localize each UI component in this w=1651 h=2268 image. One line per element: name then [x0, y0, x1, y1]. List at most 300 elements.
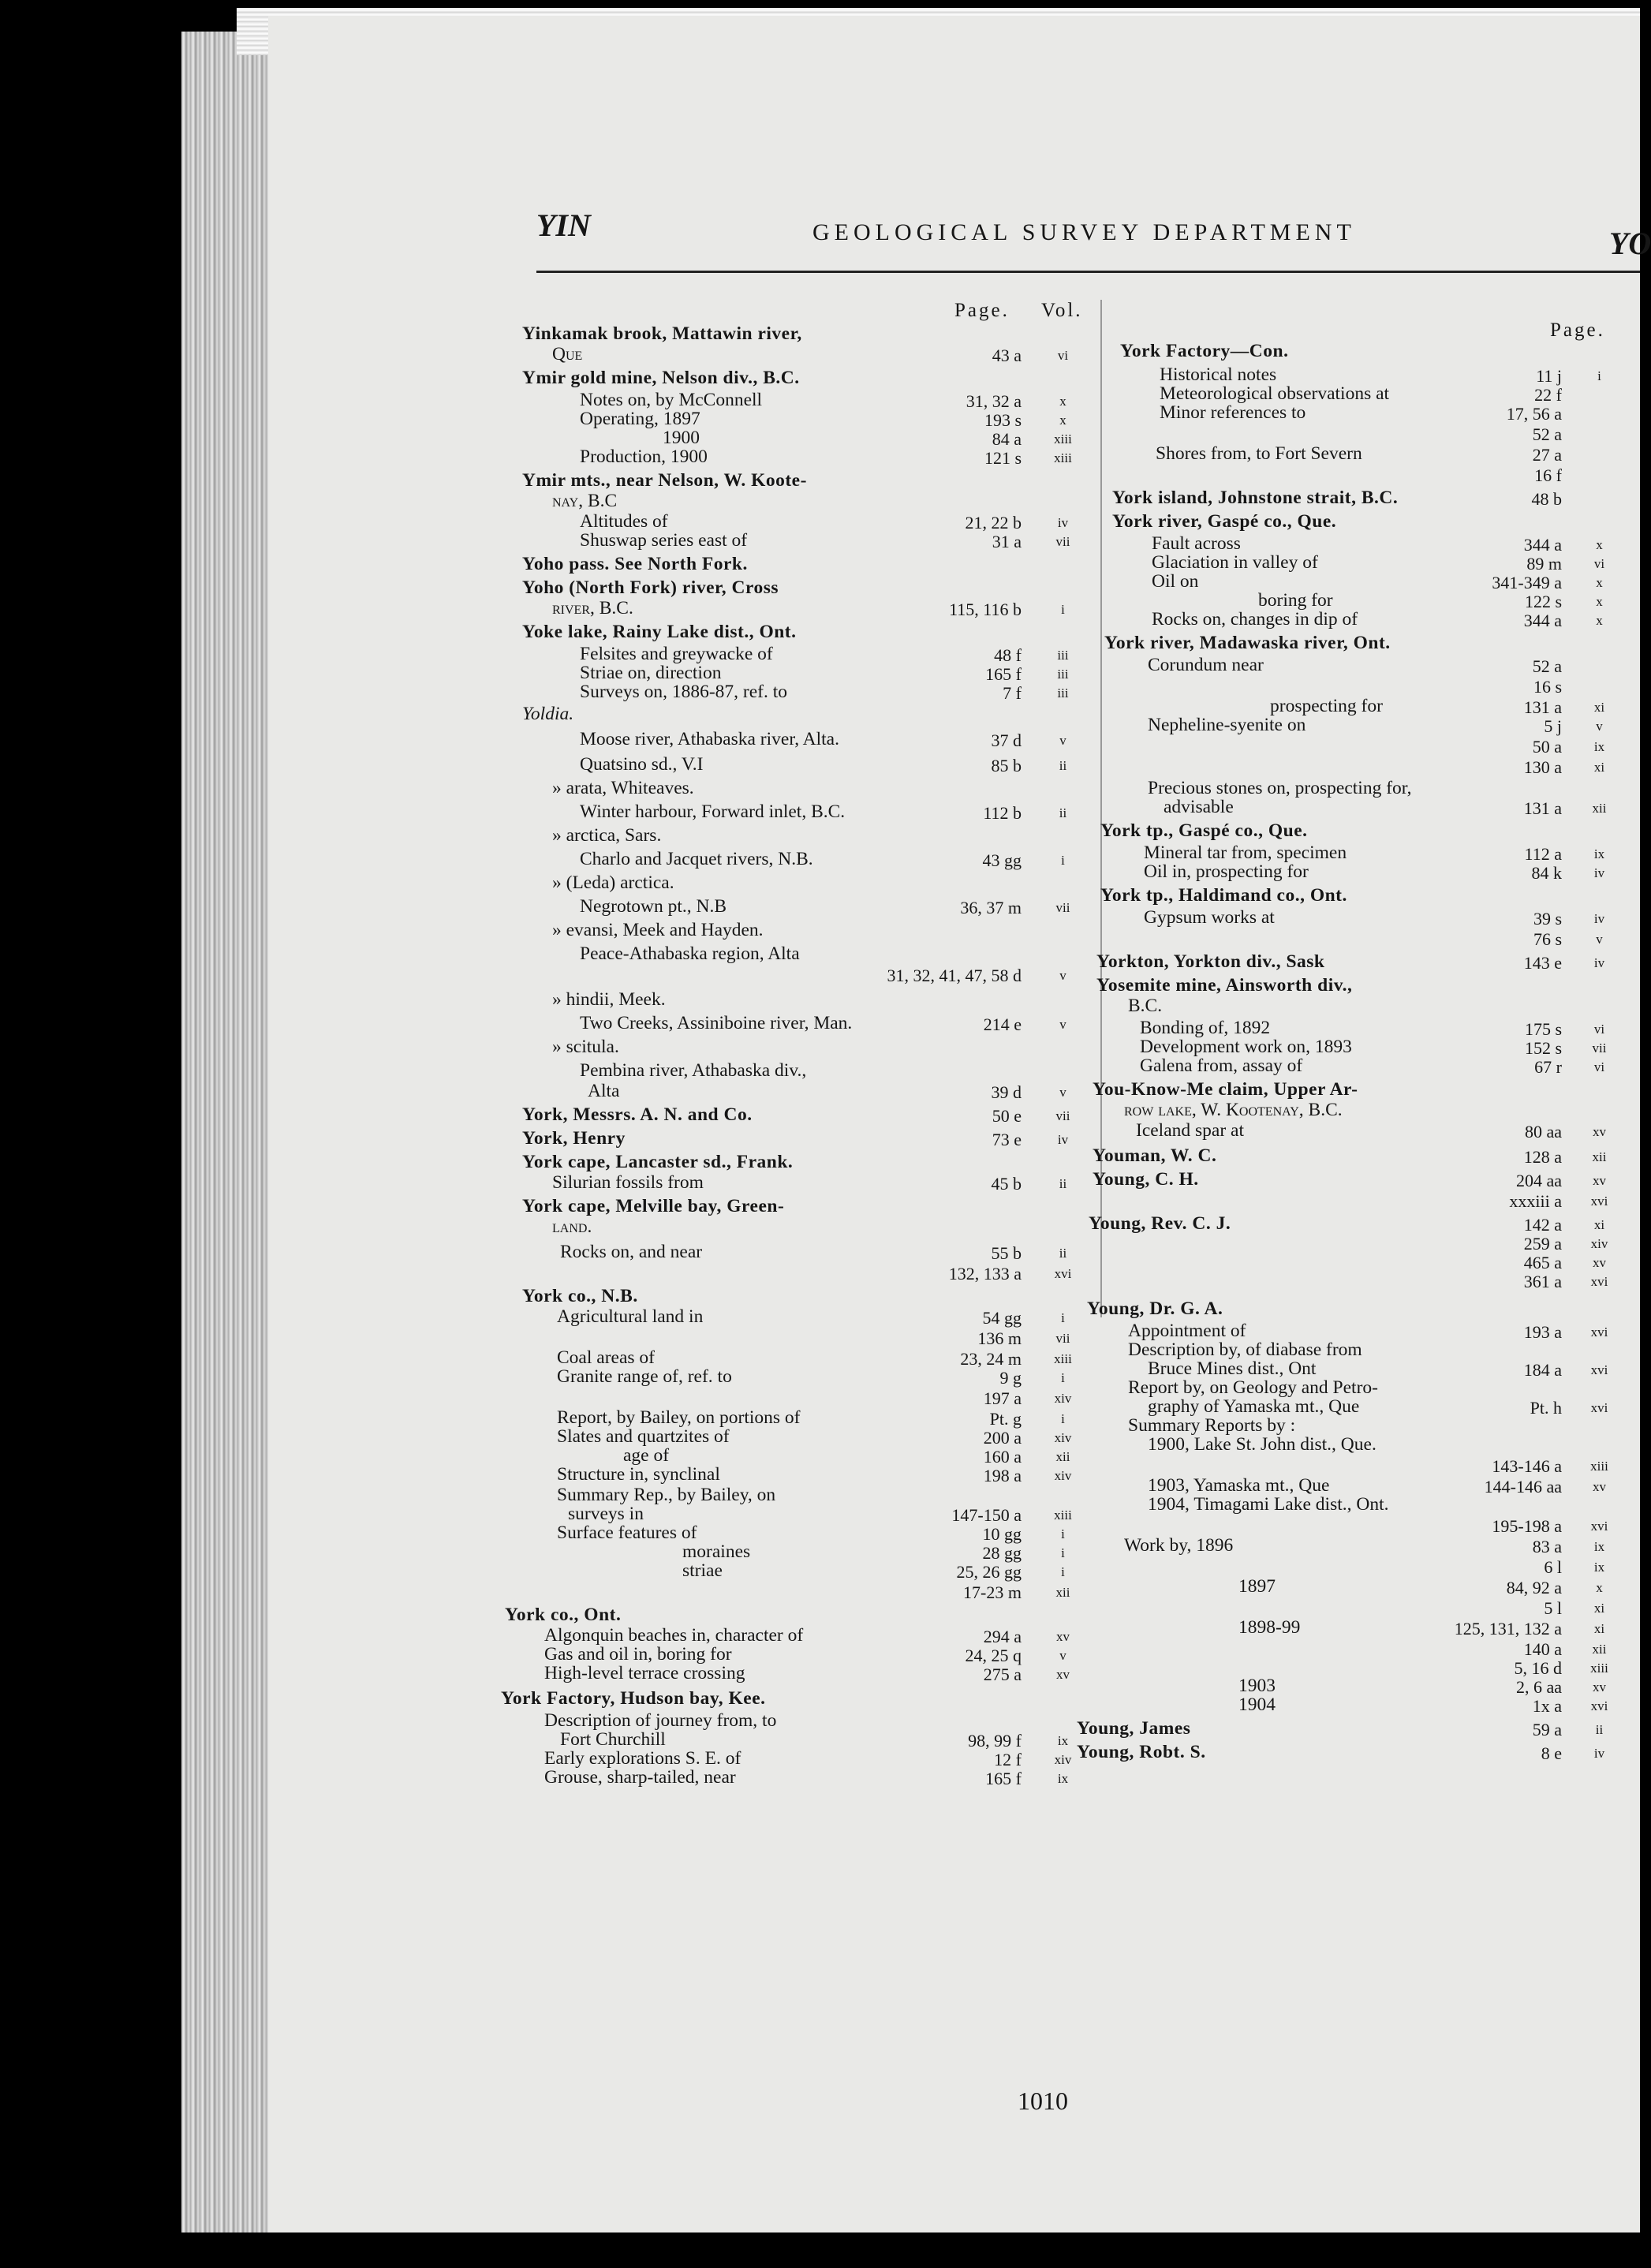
volume-reference: ii [1059, 1176, 1067, 1191]
page-reference: 55 b [991, 1243, 1022, 1263]
volume-reference: ii [1595, 1722, 1604, 1737]
page-reference: 16 s [1533, 677, 1562, 697]
page-reference: 5 l [1544, 1598, 1562, 1618]
page-reference: 43 gg [982, 850, 1022, 870]
index-entry-text: Oil on [1152, 571, 1199, 592]
volume-reference: xiv [1054, 1752, 1072, 1767]
index-entry-text: Work by, 1896 [1124, 1535, 1234, 1556]
index-entry-text: Quatsino sd., V.I [580, 754, 704, 775]
volume-reference: iv [1057, 515, 1069, 530]
running-head-title: GEOLOGICAL SURVEY DEPARTMENT [812, 219, 1356, 245]
index-entry-text: Notes on, by McConnell [580, 390, 763, 410]
index-entry-text: You-Know-Me claim, Upper Ar- [1093, 1079, 1358, 1100]
index-entry-text: river, B.C. [552, 598, 633, 618]
page-reference: 31 a [992, 532, 1022, 551]
index-entry-text: Ymir gold mine, Nelson div., B.C. [522, 368, 800, 388]
index-entry-text: Young, Robt. S. [1077, 1742, 1206, 1762]
volume-reference: vi [1593, 556, 1605, 571]
index-entry-text: Altitudes of [580, 511, 668, 532]
volume-reference: xv [1593, 1124, 1606, 1139]
index-entry-text: York, Messrs. A. N. and Co. [522, 1104, 753, 1125]
index-entry-text: Shuswap series east of [580, 530, 748, 551]
index-entry-text: 1900, Lake St. John dist., Que. [1148, 1434, 1376, 1455]
page-reference: 294 a [983, 1627, 1022, 1646]
index-entry-text: Granite range of, ref. to [557, 1366, 732, 1387]
volume-reference: xiii [1054, 450, 1072, 465]
index-entry-text: 1904, Timagami Lake dist., Ont. [1148, 1494, 1389, 1515]
page-reference: 24, 25 q [965, 1646, 1022, 1665]
page-reference: 39 d [991, 1082, 1022, 1102]
index-entry-text: 1904 [1238, 1694, 1276, 1715]
index-entry-text: York cape, Lancaster sd., Frank. [522, 1152, 794, 1172]
volume-reference: iv [1593, 955, 1605, 970]
page-reference: 98, 99 f [968, 1731, 1022, 1751]
volume-reference: xvi [1590, 1194, 1608, 1209]
volume-reference: i [1061, 1370, 1065, 1385]
index-entry-text: Early explorations S. E. of [544, 1748, 741, 1769]
page-reference: 5, 16 d [1514, 1658, 1562, 1678]
page-reference: 193 a [1523, 1322, 1562, 1342]
volume-reference: xiv [1054, 1391, 1072, 1406]
page-reference: Pt. g [989, 1409, 1022, 1429]
index-entry-text: Fault across [1152, 533, 1241, 554]
index-entry-text: Charlo and Jacquet rivers, N.B. [580, 849, 813, 869]
page-reference: 2, 6 aa [1515, 1677, 1562, 1697]
page-reference: 48 f [994, 645, 1022, 665]
index-entry-text: Summary Rep., by Bailey, on [557, 1485, 776, 1505]
index-entry-text: Bonding of, 1892 [1140, 1018, 1271, 1038]
index-entry-text: Oil in, prospecting for [1144, 861, 1309, 882]
volume-reference: vii [1592, 1041, 1607, 1056]
index-entry-text: Felsites and greywacke of [580, 644, 773, 664]
page-reference: 16 f [1534, 465, 1562, 485]
page-reference: 22 f [1534, 385, 1562, 405]
index-entry-text: prospecting for [1270, 696, 1383, 716]
running-head-right: YO [1609, 226, 1651, 261]
page-reference: 341-349 a [1492, 573, 1562, 592]
index-entry-text: Yosemite mine, Ainsworth div., [1096, 975, 1353, 996]
index-entry-text: » arctica, Sars. [552, 825, 662, 846]
index-entry-text: Grouse, sharp-tailed, near [544, 1767, 736, 1788]
index-entry-text: Yinkamak brook, Mattawin river, [522, 323, 802, 344]
volume-reference: ix [1593, 1560, 1605, 1575]
page-reference: 165 f [985, 664, 1022, 684]
index-entry-text: Rocks on, changes in dip of [1152, 609, 1358, 630]
volume-reference: iii [1057, 686, 1069, 701]
index-entry-text: Young, James [1077, 1718, 1191, 1739]
volume-reference: x [1596, 1580, 1603, 1595]
volume-reference: ii [1059, 805, 1067, 820]
volume-reference: i [1061, 602, 1065, 617]
index-entry-text: 1903, Yamaska mt., Que [1148, 1475, 1330, 1496]
page-reference: 112 b [983, 803, 1022, 823]
index-entry-text: Surface features of [557, 1523, 697, 1543]
volume-reference: ix [1057, 1771, 1069, 1786]
index-entry-text: Coal areas of [557, 1347, 655, 1368]
volume-reference: i [1061, 1411, 1065, 1426]
volume-reference: iv [1057, 1132, 1069, 1147]
index-entry-text: striae [682, 1560, 723, 1581]
page-reference: 165 f [985, 1769, 1022, 1788]
page-reference: 83 a [1532, 1537, 1562, 1556]
volume-reference: xi [1593, 1621, 1605, 1636]
index-entry-text: Mineral tar from, specimen [1144, 843, 1347, 863]
index-entry-text: land. [552, 1216, 592, 1237]
volume-reference: i [1061, 853, 1065, 868]
page-reference: 121 s [984, 448, 1022, 468]
page-reference: 344 a [1523, 535, 1562, 555]
index-entry-text: Silurian fossils from [552, 1172, 704, 1193]
col-header-page-left: Page. [954, 300, 1010, 321]
volume-reference: xiii [1054, 1351, 1072, 1366]
index-entry-text: » arata, Whiteaves. [552, 778, 694, 798]
page-reference: 115, 116 b [949, 600, 1022, 619]
index-entry-text: Rocks on, and near [560, 1242, 703, 1262]
volume-reference: vi [1593, 1022, 1605, 1037]
index-entry-text: Agricultural land in [557, 1306, 704, 1327]
page-number: 1010 [1018, 2087, 1068, 2115]
page-reference: 198 a [983, 1466, 1022, 1485]
index-entry-text: York Factory—Con. [1120, 341, 1289, 361]
volume-reference: vi [1057, 348, 1069, 363]
volume-reference: iii [1057, 667, 1069, 682]
index-entry-text: row lake, W. Kootenay, B.C. [1124, 1100, 1343, 1120]
page-reference: 11 j [1536, 366, 1562, 386]
volume-reference: xi [1593, 760, 1605, 775]
page-reference: 39 s [1533, 909, 1562, 928]
page-reference: 27 a [1532, 445, 1562, 465]
index-entry-text: Fort Churchill [560, 1729, 666, 1750]
index-entry-text: nay, B.C [552, 491, 618, 511]
volume-reference: xvi [1590, 1698, 1608, 1713]
volume-reference: xiii [1590, 1661, 1608, 1676]
volume-reference: xvi [1590, 1274, 1608, 1289]
volume-reference: i [1597, 368, 1601, 383]
page-reference: 175 s [1524, 1019, 1562, 1039]
index-entry-text: Development work on, 1893 [1140, 1037, 1352, 1057]
index-entry-text: Summary Reports by : [1128, 1415, 1296, 1436]
index-entry-text: 1903 [1238, 1676, 1276, 1696]
volume-reference: v [1596, 719, 1603, 734]
index-entry-text: High-level terrace crossing [544, 1663, 745, 1683]
volume-reference: vii [1055, 900, 1070, 915]
index-entry-text: York cape, Melville bay, Green- [522, 1196, 785, 1216]
index-page [268, 16, 1640, 2233]
page-reference: 37 d [991, 730, 1022, 750]
volume-reference: iv [1593, 1746, 1605, 1761]
page-reference: 17, 56 a [1506, 404, 1562, 424]
page-reference: 50 a [1532, 737, 1562, 757]
index-entry-text: » scitula. [552, 1037, 619, 1057]
page-reference: 152 s [1524, 1038, 1562, 1058]
volume-reference: v [1596, 932, 1603, 947]
page-reference: 73 e [992, 1130, 1022, 1149]
page-reference: 147-150 a [951, 1505, 1022, 1525]
page-reference: 143-146 a [1492, 1456, 1562, 1476]
volume-reference: xii [1592, 1642, 1607, 1657]
page-reference: 17-23 m [963, 1582, 1022, 1602]
volume-reference: xii [1592, 801, 1607, 816]
index-entry-text: Yoldia. [522, 704, 574, 724]
page-reference: 131 a [1523, 798, 1562, 818]
volume-reference: vi [1593, 1059, 1605, 1074]
volume-reference: xv [1593, 1479, 1606, 1494]
volume-reference: xii [1592, 1149, 1607, 1164]
page-reference: 130 a [1523, 757, 1562, 777]
page-reference: 128 a [1523, 1147, 1562, 1167]
page-reference: 48 b [1531, 489, 1562, 509]
volume-reference: xiii [1590, 1459, 1608, 1474]
index-entry-text: Meteorological observations at [1160, 383, 1390, 404]
index-entry-text: boring for [1258, 590, 1333, 611]
page-reference: 59 a [1532, 1720, 1562, 1739]
index-entry-text: Yoho (North Fork) river, Cross [522, 577, 779, 598]
index-entry-text: 1900 [663, 428, 700, 448]
page-reference: 6 l [1544, 1557, 1562, 1577]
index-entry-text: Slates and quartzites of [557, 1426, 730, 1447]
index-entry-text: Historical notes [1160, 364, 1277, 385]
index-entry-text: Appointment of [1128, 1321, 1246, 1341]
page-reference: 36, 37 m [960, 898, 1022, 917]
page-reference: 45 b [991, 1174, 1022, 1194]
index-entry-text: » hindii, Meek. [552, 989, 666, 1010]
volume-reference: i [1061, 1545, 1065, 1560]
page-reference: 132, 133 a [948, 1264, 1022, 1283]
page-reference: 31, 32 a [966, 391, 1022, 411]
index-entry-text: Operating, 1897 [580, 409, 700, 429]
index-entry-text: B.C. [1128, 996, 1163, 1016]
index-entry-text: Negrotown pt., N.B [580, 896, 727, 917]
index-entry-text: Winter harbour, Forward inlet, B.C. [580, 801, 846, 822]
volume-reference: vii [1055, 1331, 1070, 1346]
index-entry-text: Yorkton, Yorkton div., Sask [1096, 951, 1325, 972]
page-reference: 195-198 a [1492, 1516, 1562, 1536]
page-reference: 43 a [992, 346, 1022, 365]
volume-reference: i [1061, 1564, 1065, 1579]
col-header-vol-left: Vol. [1041, 300, 1083, 321]
volume-reference: xv [1593, 1680, 1606, 1694]
index-entry-text: York Factory, Hudson bay, Kee. [501, 1688, 766, 1709]
page-reference: 54 gg [982, 1308, 1022, 1328]
index-entry-text: Iceland spar at [1136, 1120, 1245, 1141]
volume-reference: iv [1593, 911, 1605, 926]
index-entry-text: Young, C. H. [1093, 1169, 1199, 1190]
page-reference: 361 a [1523, 1272, 1562, 1291]
page-reference: 143 e [1523, 953, 1562, 973]
page-reference: 10 gg [982, 1524, 1022, 1544]
volume-reference: xvi [1590, 1400, 1608, 1415]
page-reference: 50 e [992, 1106, 1022, 1126]
index-entry-text: advisable [1164, 797, 1234, 817]
index-entry-text: Yoke lake, Rainy Lake dist., Ont. [522, 622, 797, 642]
index-entry-text: York tp., Haldimand co., Ont. [1100, 885, 1347, 906]
index-entry-text: York river, Madawaska river, Ont. [1104, 633, 1391, 653]
volume-reference: x [1596, 594, 1603, 609]
index-entry-text: Report by, on Geology and Petro- [1128, 1377, 1378, 1398]
col-header-page-right: Page. [1550, 319, 1605, 341]
index-entry-text: Young, Dr. G. A. [1087, 1298, 1223, 1319]
index-entry-text: graphy of Yamaska mt., Que [1148, 1396, 1360, 1417]
page-reference: 144-146 aa [1484, 1477, 1562, 1496]
volume-reference: i [1061, 1310, 1065, 1325]
volume-reference: xv [1056, 1667, 1070, 1682]
volume-reference: vii [1055, 534, 1070, 549]
page-reference: 85 b [991, 756, 1022, 775]
page-reference: 200 a [983, 1428, 1022, 1448]
volume-reference: xii [1055, 1585, 1070, 1600]
index-entry-text: York, Henry [522, 1128, 626, 1149]
volume-reference: ix [1057, 1733, 1069, 1748]
index-entry-text: » (Leda) arctica. [552, 872, 674, 893]
page-reference: 275 a [983, 1665, 1022, 1684]
page-reference: Pt. h [1530, 1398, 1562, 1418]
volume-reference: xi [1593, 1601, 1605, 1616]
volume-reference: v [1059, 1085, 1066, 1100]
page-reference: 136 m [977, 1328, 1022, 1348]
index-entry-text: Glaciation in valley of [1152, 552, 1318, 573]
volume-reference: xii [1055, 1449, 1070, 1464]
index-entry-text: Ymir mts., near Nelson, W. Koote- [522, 470, 807, 491]
page-reference: 76 s [1533, 929, 1562, 949]
page-reference: 465 a [1523, 1253, 1562, 1272]
index-entry-text: Corundum near [1148, 655, 1264, 675]
index-entry-text: Shores from, to Fort Severn [1156, 443, 1362, 464]
volume-reference: xi [1593, 700, 1605, 715]
index-entry-text: Minor references to [1160, 402, 1306, 423]
page-reference: 31, 32, 41, 47, 58 d [887, 966, 1022, 985]
volume-reference: x [1596, 537, 1603, 552]
volume-reference: v [1059, 1017, 1066, 1032]
volume-reference: x [1596, 575, 1603, 590]
page-reference: 80 aa [1524, 1122, 1562, 1141]
page-reference: 21, 22 b [965, 513, 1022, 532]
page-reference: 259 a [1523, 1234, 1562, 1254]
index-entry-text: Yoho pass. See North Fork. [522, 554, 748, 574]
index-entry-text: York tp., Gaspé co., Que. [1100, 820, 1308, 841]
index-entry-text: Moose river, Athabaska river, Alta. [580, 729, 839, 749]
volume-reference: xv [1593, 1173, 1606, 1188]
index-entry-text: age of [623, 1445, 670, 1466]
volume-reference: ii [1059, 1246, 1067, 1261]
index-entry-text: York co., N.B. [522, 1286, 638, 1306]
index-entry-text: York river, Gaspé co., Que. [1112, 511, 1337, 532]
volume-reference: xvi [1590, 1325, 1608, 1340]
volume-reference: xv [1056, 1629, 1070, 1644]
page-reference: 122 s [1524, 592, 1562, 611]
volume-reference: xiv [1054, 1430, 1072, 1445]
page-reference: 140 a [1523, 1639, 1562, 1659]
volume-reference: ix [1593, 739, 1605, 754]
volume-reference: x [1596, 613, 1603, 628]
volume-reference: xiii [1054, 1508, 1072, 1523]
page-reference: 84 k [1531, 863, 1562, 883]
page-reference: 214 e [983, 1014, 1022, 1034]
volume-reference: iv [1593, 865, 1605, 880]
index-entry-text: Gypsum works at [1144, 907, 1275, 928]
index-entry-text: Youman, W. C. [1093, 1145, 1217, 1166]
index-entry-text: Alta [588, 1081, 620, 1101]
page-reference: 5 j [1544, 716, 1562, 736]
index-entry-text: Report, by Bailey, on portions of [557, 1407, 801, 1428]
volume-reference: v [1059, 968, 1066, 983]
index-entry-text: York co., Ont. [505, 1605, 622, 1625]
volume-reference: v [1059, 733, 1066, 748]
volume-reference: xvi [1590, 1362, 1608, 1377]
page-reference: 125, 131, 132 a [1454, 1619, 1562, 1638]
page-reference: 193 s [984, 410, 1022, 430]
volume-reference: ii [1059, 758, 1067, 773]
page-reference: 131 a [1523, 697, 1562, 717]
index-entry-text: Bruce Mines dist., Ont [1148, 1358, 1317, 1379]
volume-reference: ix [1593, 1539, 1605, 1554]
volume-reference: xiv [1054, 1468, 1072, 1483]
page-reference: 7 f [1003, 683, 1022, 703]
index-entry-text: Algonquin beaches in, character of [544, 1625, 804, 1646]
page-reference: 9 g [999, 1368, 1022, 1388]
index-entry-text: 1897 [1238, 1576, 1276, 1597]
index-entry-text: Description of journey from, to [544, 1710, 777, 1731]
index-entry-text: Pembina river, Athabaska div., [580, 1060, 807, 1081]
page-reference: 8 e [1541, 1743, 1562, 1763]
index-entry-text: Que [552, 344, 583, 364]
index-entry-text: Gas and oil in, boring for [544, 1644, 732, 1665]
volume-reference: xvi [1054, 1266, 1072, 1281]
index-entry-text: » evansi, Meek and Hayden. [552, 920, 764, 940]
volume-reference: i [1061, 1526, 1065, 1541]
volume-reference: xiv [1590, 1236, 1608, 1251]
volume-reference: xvi [1590, 1519, 1608, 1534]
page-reference: 67 r [1534, 1057, 1562, 1077]
page-reference: 112 a [1524, 844, 1562, 864]
index-entry-text: Precious stones on, prospecting for, [1148, 778, 1412, 798]
page-reference: 28 gg [982, 1543, 1022, 1563]
running-head-left: YIN [536, 207, 591, 243]
index-entry-text: Surveys on, 1886-87, ref. to [580, 682, 788, 702]
index-entry-text: Nepheline-syenite on [1148, 715, 1306, 735]
index-entry-text: moraines [682, 1541, 751, 1562]
page-reference: xxxiii a [1509, 1191, 1562, 1211]
page-reference: 52 a [1532, 656, 1562, 676]
page-reference: 197 a [983, 1388, 1022, 1408]
volume-reference: xi [1593, 1217, 1605, 1232]
page-reference: 84, 92 a [1506, 1578, 1562, 1597]
volume-reference: vii [1055, 1108, 1070, 1123]
volume-reference: ix [1593, 846, 1605, 861]
index-entry-text: Two Creeks, Assiniboine river, Man. [580, 1013, 853, 1033]
index-entry-text: Description by, of diabase from [1128, 1340, 1362, 1360]
page-reference: 142 a [1523, 1215, 1562, 1235]
index-entry-text: Striae on, direction [580, 663, 722, 683]
page-reference: 25, 26 gg [956, 1562, 1022, 1582]
index-entry-text: Peace-Athabaska region, Alta [580, 943, 800, 964]
page-reference: 1x a [1532, 1696, 1562, 1716]
volume-reference: xiii [1054, 432, 1072, 447]
volume-reference: v [1059, 1648, 1066, 1663]
index-entry-text: Structure in, synclinal [557, 1464, 720, 1485]
page-reference: 52 a [1532, 424, 1562, 444]
index-entry-text: Production, 1900 [580, 447, 708, 467]
volume-reference: xv [1593, 1255, 1606, 1270]
volume-reference: x [1059, 413, 1066, 428]
index-entry-text: York island, Johnstone strait, B.C. [1112, 488, 1399, 508]
index-entry-text: Young, Rev. C. J. [1089, 1213, 1231, 1234]
page-reference: 12 f [994, 1750, 1022, 1769]
page-reference: 344 a [1523, 611, 1562, 630]
index-entry-text: Galena from, assay of [1140, 1056, 1303, 1076]
index-entry-text: surveys in [568, 1504, 644, 1524]
page-reference: 184 a [1523, 1360, 1562, 1380]
page-reference: 160 a [983, 1447, 1022, 1467]
